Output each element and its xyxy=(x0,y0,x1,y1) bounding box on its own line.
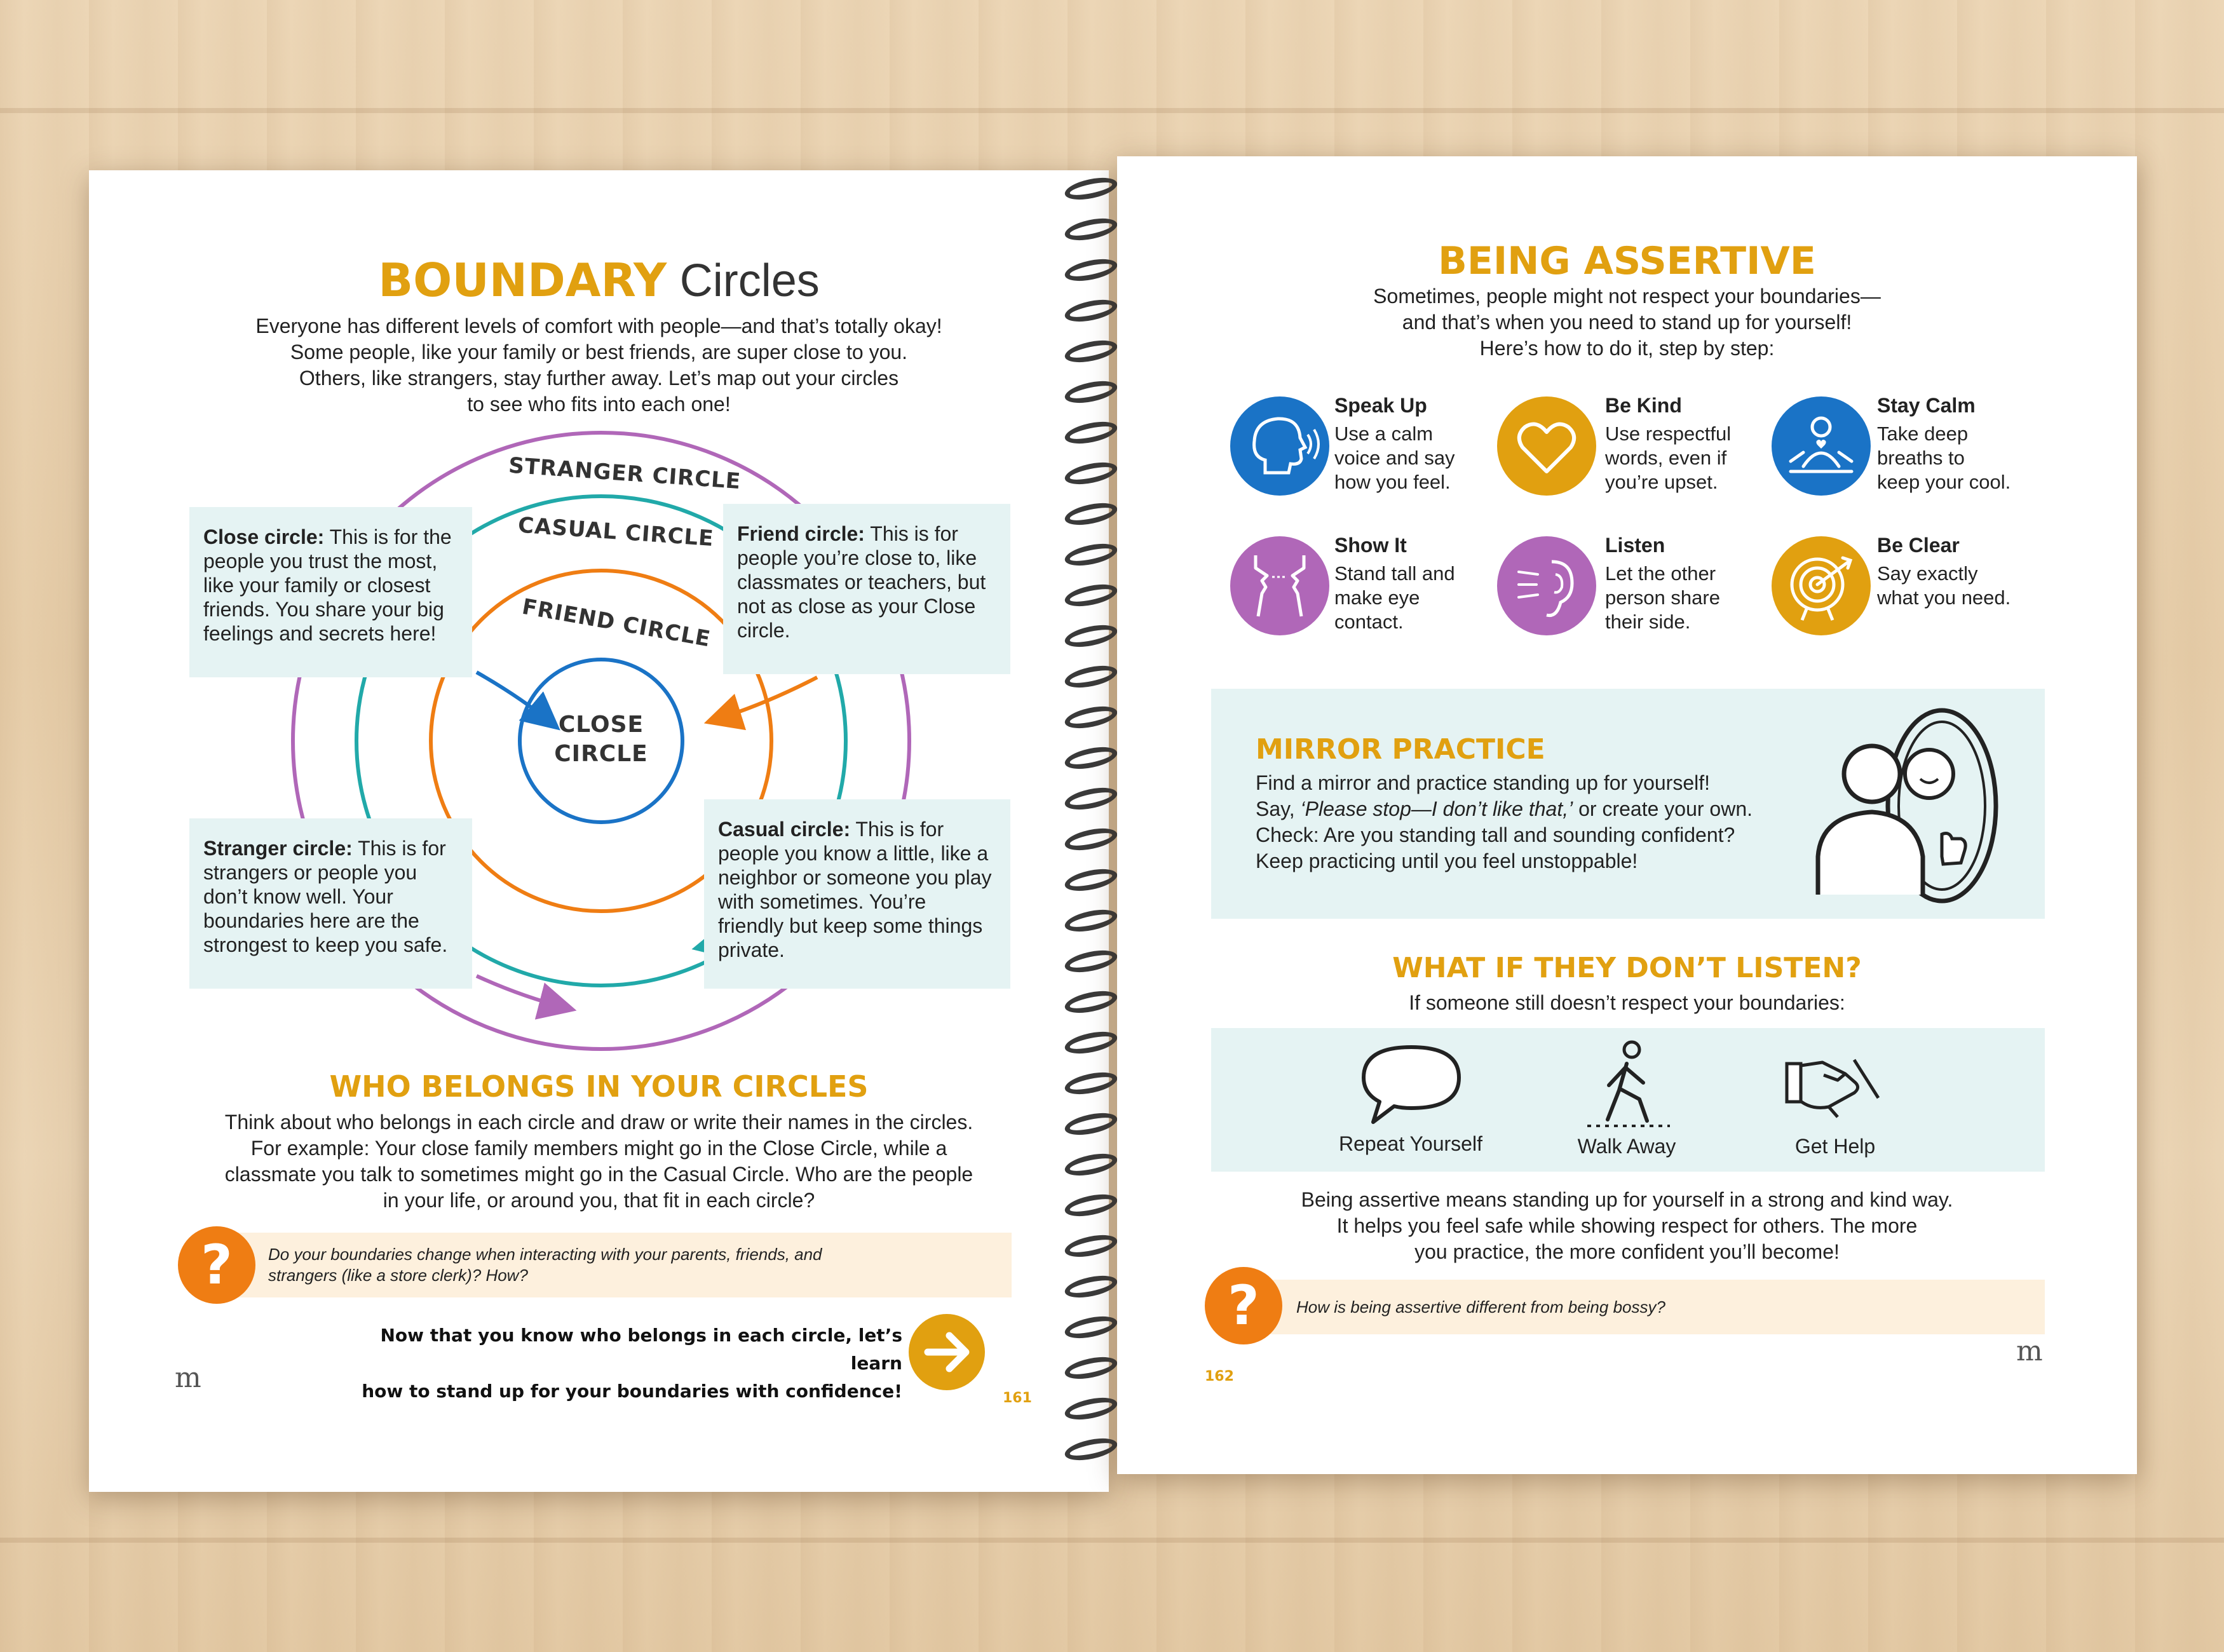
binding-coil xyxy=(1063,1231,1119,1261)
walking-person-icon xyxy=(1581,1038,1676,1134)
skill-title: Listen xyxy=(1605,534,1665,557)
skill-title: Speak Up xyxy=(1334,394,1427,417)
meditation-icon xyxy=(1772,396,1871,496)
binding-coil xyxy=(1063,1150,1119,1180)
dont-listen-heading: WHAT IF THEY DON’T LISTEN? xyxy=(1392,952,1862,984)
binding-coil xyxy=(1063,1394,1119,1424)
binding-coil xyxy=(1063,540,1119,570)
binding-coil xyxy=(1063,1272,1119,1302)
binding-coil xyxy=(1063,337,1119,367)
dont-listen-subtitle: If someone still doesn’t respect your boundaries: xyxy=(1409,991,1845,1014)
right-page xyxy=(1117,156,2137,1474)
binding-coil xyxy=(1063,906,1119,936)
arrow-right-icon xyxy=(909,1314,985,1390)
speech-bubble-icon xyxy=(1357,1039,1465,1128)
binding-coil xyxy=(1063,1109,1119,1139)
mirror-practice-heading: MIRROR PRACTICE xyxy=(1256,733,1545,766)
intro-paragraph: Everyone has different levels of comfort with people—and that’s totally okay! Some people, like your family or best friends, are super close to you. Others, like strangers, stay further away. Let’s map out your circles to see who fits into each one! xyxy=(255,315,942,416)
skill-description: Say exactly what you need. xyxy=(1877,562,2011,609)
friend-circle-label: FRIEND CIRCLE xyxy=(520,593,713,653)
stranger-circle-label: STRANGER CIRCLE xyxy=(507,452,742,495)
binding-coil xyxy=(1063,499,1119,529)
wood-seam xyxy=(0,108,2224,113)
skill-title: Be Clear xyxy=(1877,534,1960,557)
speaking-head-icon xyxy=(1230,396,1329,496)
binding-coil xyxy=(1063,1313,1119,1343)
page-title: BOUNDARY Circles xyxy=(378,254,820,307)
publisher-logo: m xyxy=(175,1362,201,1394)
binding-coil xyxy=(1063,865,1119,895)
question-mark-icon: ? xyxy=(1205,1267,1282,1344)
binding-coil xyxy=(1063,459,1119,489)
face-to-face-icon xyxy=(1230,536,1329,635)
action-label: Walk Away xyxy=(1577,1135,1676,1158)
casual-circle-infobox: Casual circle: This is for people you know a little, like a neighbor or someone you play with sometimes. You’re friendly but keep some things private. xyxy=(704,799,1010,989)
heart-icon xyxy=(1497,396,1596,496)
reflection-question: Do your boundaries change when interacting with your parents, friends, and strangers (like a store clerk)? How? xyxy=(268,1245,822,1285)
skill-description: Use a calm voice and say how you feel. xyxy=(1334,423,1455,493)
page-number: 161 xyxy=(1003,1390,1032,1406)
reflection-question: How is being assertive different from being bossy? xyxy=(1296,1297,1665,1317)
binding-coil xyxy=(1063,825,1119,855)
binding-coil xyxy=(1063,377,1119,407)
skill-description: Let the other person share their side. xyxy=(1605,562,1720,633)
binding-coil xyxy=(1063,174,1119,204)
page-title: BEING ASSERTIVE xyxy=(1438,239,1816,283)
question-mark-icon: ? xyxy=(178,1226,255,1304)
binding-coil xyxy=(1063,947,1119,977)
binding-coil xyxy=(1063,703,1119,733)
wood-seam xyxy=(0,1538,2224,1543)
skill-title: Stay Calm xyxy=(1877,394,1976,417)
next-arrow-button[interactable] xyxy=(909,1314,985,1390)
binding-coil xyxy=(1063,784,1119,814)
stranger-circle-infobox: Stranger circle: This is for strangers or people you don’t know well. Your boundaries here are the strongest to keep you safe. xyxy=(189,818,472,989)
skill-description: Stand tall and make eye contact. xyxy=(1334,562,1455,633)
page-number: 162 xyxy=(1205,1369,1234,1385)
friend-circle-infobox: Friend circle: This is for people you’re close to, like classmates or teachers, but not as close as your Close circle. xyxy=(723,504,1010,674)
binding-coil xyxy=(1063,1353,1119,1383)
binding-coil xyxy=(1063,296,1119,326)
binding-coil xyxy=(1063,1435,1119,1465)
binding-coil xyxy=(1063,215,1119,245)
binding-coil xyxy=(1063,743,1119,773)
binding-coil xyxy=(1063,987,1119,1017)
binding-coil xyxy=(1063,418,1119,448)
left-page xyxy=(89,170,1109,1492)
close-circle-label: CLOSE CIRCLE xyxy=(554,712,648,767)
listening-ear-icon xyxy=(1497,536,1596,635)
binding-coil xyxy=(1063,662,1119,692)
target-icon xyxy=(1772,536,1871,635)
intro-paragraph: Sometimes, people might not respect your boundaries— and that’s when you need to stand up for yourself! Here’s how to do it, step by step: xyxy=(1373,285,1881,360)
skill-title: Be Kind xyxy=(1605,394,1682,417)
mirror-person-icon xyxy=(1808,704,2012,907)
binding-coil xyxy=(1063,1069,1119,1099)
binding-coil xyxy=(1063,255,1119,285)
action-label: Repeat Yourself xyxy=(1339,1132,1482,1155)
helping-hands-icon xyxy=(1784,1041,1886,1130)
binding-coil xyxy=(1063,1191,1119,1221)
who-belongs-heading: WHO BELONGS IN YOUR CIRCLES xyxy=(329,1069,869,1104)
binding-coil xyxy=(1063,1028,1119,1058)
binding-coil xyxy=(1063,581,1119,611)
who-belongs-paragraph: Think about who belongs in each circle and draw or write their names in the circles. For example: Your close family members might go in the Close Circle, while a classmate you talk to sometimes might go in the Casual Circle. Who are the people in your life, or around you, that fit in each circle? xyxy=(224,1111,973,1212)
close-circle-infobox: Close circle: This is for the people you trust the most, like your family or closest friends. You share your big feelings and secrets here! xyxy=(189,507,472,677)
binding-coil xyxy=(1063,621,1119,651)
closing-paragraph: Being assertive means standing up for yourself in a strong and kind way. It helps you feel safe while showing respect for others. The more you practice, the more confident you’ll become! xyxy=(1301,1188,1953,1263)
mirror-practice-text: Find a mirror and practice standing up for yourself! Say, ‘Please stop—I don’t like that,’ or create your own. Check: Are you standing tall and sounding confident? Keep practicing until you feel unstoppable! xyxy=(1256,771,1753,872)
casual-circle-label: CASUAL CIRCLE xyxy=(517,512,715,552)
skill-title: Show It xyxy=(1334,534,1407,557)
publisher-logo: m xyxy=(2016,1335,2043,1367)
skill-description: Use respectful words, even if you’re upset. xyxy=(1605,423,1732,493)
skill-description: Take deep breaths to keep your cool. xyxy=(1877,423,2011,493)
action-label: Get Help xyxy=(1794,1135,1876,1158)
next-page-prompt: Now that you know who belongs in each circle, let’s learn how to stand up for your boundaries with confidence! xyxy=(362,1325,902,1402)
